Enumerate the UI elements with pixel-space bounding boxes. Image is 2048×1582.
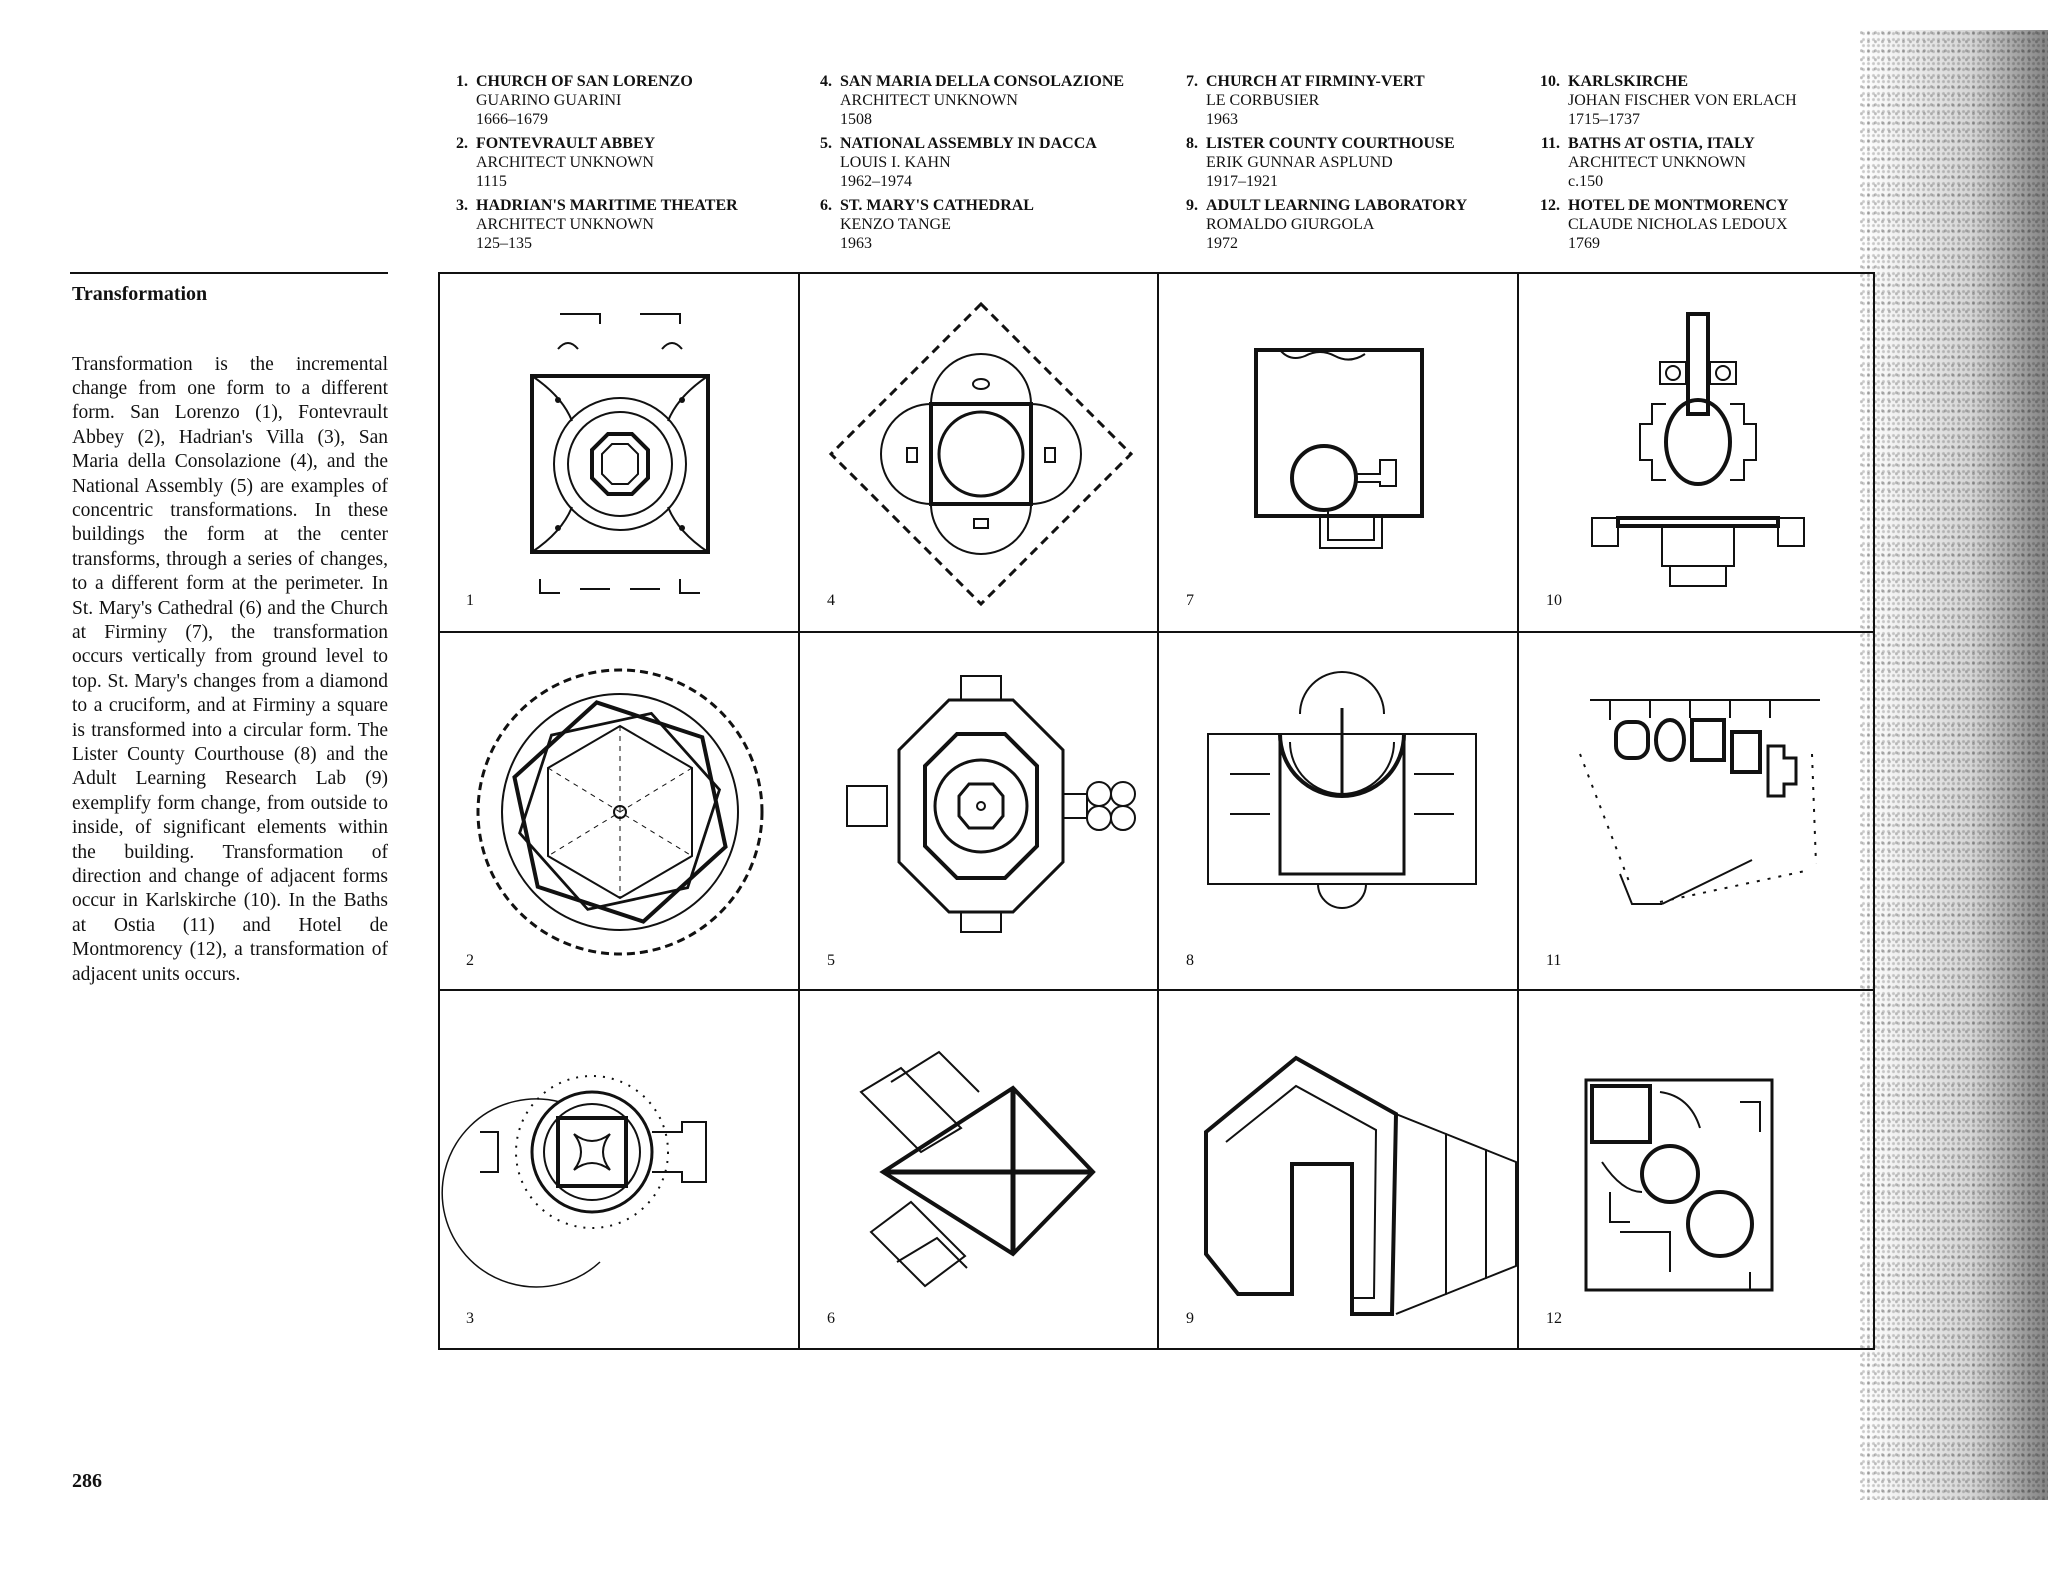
caption-architect: JOHAN FISCHER VON ERLACH xyxy=(1568,92,1797,109)
plan-label: 9 xyxy=(1186,1310,1194,1327)
caption-date: 1715–1737 xyxy=(1568,111,1640,128)
caption-date: 1666–1679 xyxy=(476,111,548,128)
plan-cell-8 xyxy=(1160,634,1519,992)
plan-label: 8 xyxy=(1186,952,1194,969)
caption-date: 1508 xyxy=(840,111,872,128)
plan-cell-11 xyxy=(1520,634,1879,992)
plan-hadrian-theater xyxy=(440,992,799,1350)
plan-karlskirche xyxy=(1520,274,1879,632)
plan-hotel-montmorency xyxy=(1520,992,1879,1350)
caption-date: 1917–1921 xyxy=(1206,173,1278,190)
page-number: 286 xyxy=(72,1470,102,1492)
plan-label: 12 xyxy=(1546,1310,1562,1327)
caption-architect: CLAUDE NICHOLAS LEDOUX xyxy=(1568,216,1788,233)
plan-fontevrault xyxy=(440,634,799,992)
caption-date: c.150 xyxy=(1568,173,1604,190)
caption-list xyxy=(440,72,1840,257)
caption-number: 6. xyxy=(820,197,832,214)
caption-number: 5. xyxy=(820,135,832,152)
section-paragraph: Transformation is the incremental change from one form to a different form. San Lorenzo (1), Fontevrault Abbey (2), Hadrian's Villa (3), San Maria della Consolazione (4), and the National Assembly (5) are examples of concentric transformations. In these buildings the form at the center transforms, through a series of changes, to a different form at the perimeter. In St. Mary's Cathedral (6) and the Church at Firminy (7), the transformation occurs vertically from ground level to top. St. Mary's changes from a diamond to a cruciform, and at Firminy a square is transformed into a circular form. The Lister County Courthouse (8) and the Adult Learning Research Lab (9) exemplify form change, from outside to inside, of significant elements within the building. Transformation of direction and change of adjacent forms occur in Karlskirche (10). In the Baths at Ostia (11) and Hotel de Montmorency (12), a transformation of adjacent units occurs. xyxy=(72,353,388,985)
plan-label: 1 xyxy=(466,592,474,609)
plan-adult-learning-lab xyxy=(1160,992,1519,1350)
caption-number: 11. xyxy=(1540,135,1560,152)
caption-architect: ARCHITECT UNKNOWN xyxy=(840,92,1018,109)
caption-number: 8. xyxy=(1186,135,1198,152)
caption-number: 9. xyxy=(1186,197,1198,214)
caption-architect: LE CORBUSIER xyxy=(1206,92,1320,109)
caption-number: 10. xyxy=(1540,73,1560,90)
plan-cell-7 xyxy=(1160,274,1519,632)
caption-date: 125–135 xyxy=(476,235,532,252)
plan-san-lorenzo xyxy=(440,274,799,632)
caption-number: 4. xyxy=(820,73,832,90)
plan-label: 10 xyxy=(1546,592,1562,609)
plan-label: 2 xyxy=(466,952,474,969)
caption-title: CHURCH OF SAN LORENZO xyxy=(476,73,693,90)
caption-date: 1972 xyxy=(1206,235,1238,252)
section-heading: Transformation xyxy=(72,283,208,305)
caption-architect: ROMALDO GIURGOLA xyxy=(1206,216,1375,233)
plan-cell-10 xyxy=(1520,274,1879,632)
plan-cell-1 xyxy=(440,274,799,632)
plan-firminy xyxy=(1160,274,1519,632)
caption-title: SAN MARIA DELLA CONSOLAZIONE xyxy=(840,73,1125,90)
plan-label: 3 xyxy=(466,1310,474,1327)
plan-lister-courthouse xyxy=(1160,634,1519,992)
plan-cell-9 xyxy=(1160,992,1519,1350)
caption-architect: ERIK GUNNAR ASPLUND xyxy=(1206,154,1393,171)
plan-label: 11 xyxy=(1546,952,1562,969)
caption-number: 3. xyxy=(456,197,468,214)
caption-title: HOTEL DE MONTMORENCY xyxy=(1568,197,1789,214)
plan-consolazione xyxy=(801,274,1160,632)
caption-date: 1963 xyxy=(1206,111,1238,128)
plan-dacca xyxy=(801,634,1160,992)
plan-cell-12 xyxy=(1520,992,1879,1350)
plan-st-marys-cathedral xyxy=(801,992,1160,1350)
caption-architect: LOUIS I. KAHN xyxy=(840,154,951,171)
caption-architect: GUARINO GUARINI xyxy=(476,92,622,109)
plan-grid xyxy=(438,272,1875,1350)
caption-title: ST. MARY'S CATHEDRAL xyxy=(840,197,1034,214)
caption-title: LISTER COUNTY COURTHOUSE xyxy=(1206,135,1455,152)
caption-architect: ARCHITECT UNKNOWN xyxy=(476,154,654,171)
plan-ostia-baths xyxy=(1520,634,1879,992)
plan-label: 6 xyxy=(827,1310,835,1327)
caption-number: 12. xyxy=(1540,197,1560,214)
caption-title: ADULT LEARNING LABORATORY xyxy=(1206,197,1468,214)
caption-date: 1769 xyxy=(1568,235,1600,252)
caption-title: CHURCH AT FIRMINY-VERT xyxy=(1206,73,1425,90)
plan-cell-3 xyxy=(440,992,799,1350)
caption-architect: ARCHITECT UNKNOWN xyxy=(476,216,654,233)
scan-edge-shading xyxy=(1860,30,2048,1500)
plan-label: 4 xyxy=(827,592,835,609)
caption-number: 1. xyxy=(456,73,468,90)
caption-date: 1962–1974 xyxy=(840,173,912,190)
caption-number: 2. xyxy=(456,135,468,152)
caption-date: 1963 xyxy=(840,235,872,252)
caption-title: FONTEVRAULT ABBEY xyxy=(476,135,656,152)
caption-architect: ARCHITECT UNKNOWN xyxy=(1568,154,1746,171)
caption-number: 7. xyxy=(1186,73,1198,90)
section-rule xyxy=(70,272,388,274)
plan-cell-4 xyxy=(801,274,1160,632)
plan-label: 5 xyxy=(827,952,835,969)
caption-architect: KENZO TANGE xyxy=(840,216,951,233)
caption-title: KARLSKIRCHE xyxy=(1568,73,1689,90)
caption-title: BATHS AT OSTIA, ITALY xyxy=(1568,135,1755,152)
plan-cell-2 xyxy=(440,634,799,992)
caption-title: NATIONAL ASSEMBLY IN DACCA xyxy=(840,135,1097,152)
plan-cell-6 xyxy=(801,992,1160,1350)
plan-cell-5 xyxy=(801,634,1160,992)
plan-label: 7 xyxy=(1186,592,1194,609)
caption-date: 1115 xyxy=(476,173,507,190)
caption-title: HADRIAN'S MARITIME THEATER xyxy=(476,197,738,214)
